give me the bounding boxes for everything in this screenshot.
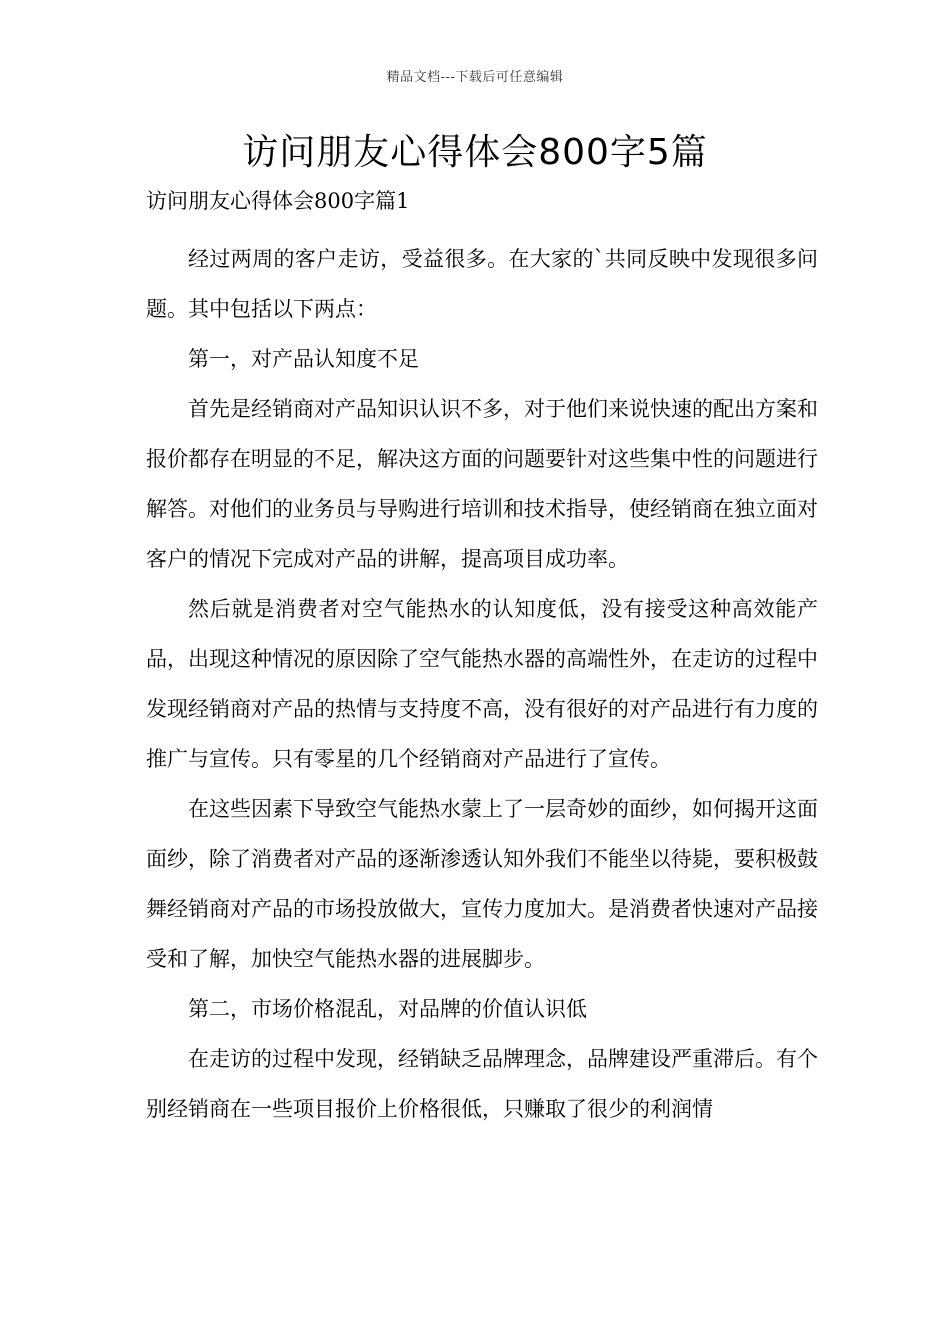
paragraph: 在这些因素下导致空气能热水蒙上了一层奇妙的面纱，如何揭开这面面纱，除了消费者对产品的逐渐渗透认知外我们不能坐以待毙，要积极鼓舞经销商对产品的市场投放做大，宣传力度加大。是消费者快速对产品接受和了解，加快空气能热水器的进展脚步。 xyxy=(146,797,818,971)
section-heading: 第二，市场价格混乱，对品牌的价值认识低 xyxy=(188,997,587,1021)
paragraph: 在走访的过程中发现，经销缺乏品牌理念，品牌建设严重滞后。有个别经销商在一些项目报价上价格很低，只赚取了很少的利润情 xyxy=(146,1047,818,1121)
paragraph: 然后就是消费者对空气能热水的认知度低，没有接受这种高效能产品，出现这种情况的原因除了空气能热水器的高端性外，在走访的过程中发现经销商对产品的热情与支持度不高，没有很好的对产品进行有力度的推广与宣传。只有零星的几个经销商对产品进行了宣传。 xyxy=(146,597,818,771)
document-title: 访问朋友心得体会800字5篇 xyxy=(242,132,708,173)
paragraph: 经过两周的客户走访，受益很多。在大家的`共同反映中发现很多问题。其中包括以下两点： xyxy=(146,247,818,321)
section-subtitle: 访问朋友心得体会800字篇1 xyxy=(146,189,410,213)
section-heading: 第一，对产品认知度不足 xyxy=(188,347,419,371)
paragraph: 首先是经销商对产品知识认识不多，对于他们来说快速的配出方案和报价都存在明显的不足，解决这方面的问题要针对这些集中性的问题进行解答。对他们的业务员与导购进行培训和技术指导，使经销商在独立面对客户的情况下完成对产品的讲解，提高项目成功率。 xyxy=(146,397,818,571)
document-body xyxy=(146,234,818,1134)
header-note: 精品文档---下载后可任意编辑 xyxy=(386,70,564,85)
